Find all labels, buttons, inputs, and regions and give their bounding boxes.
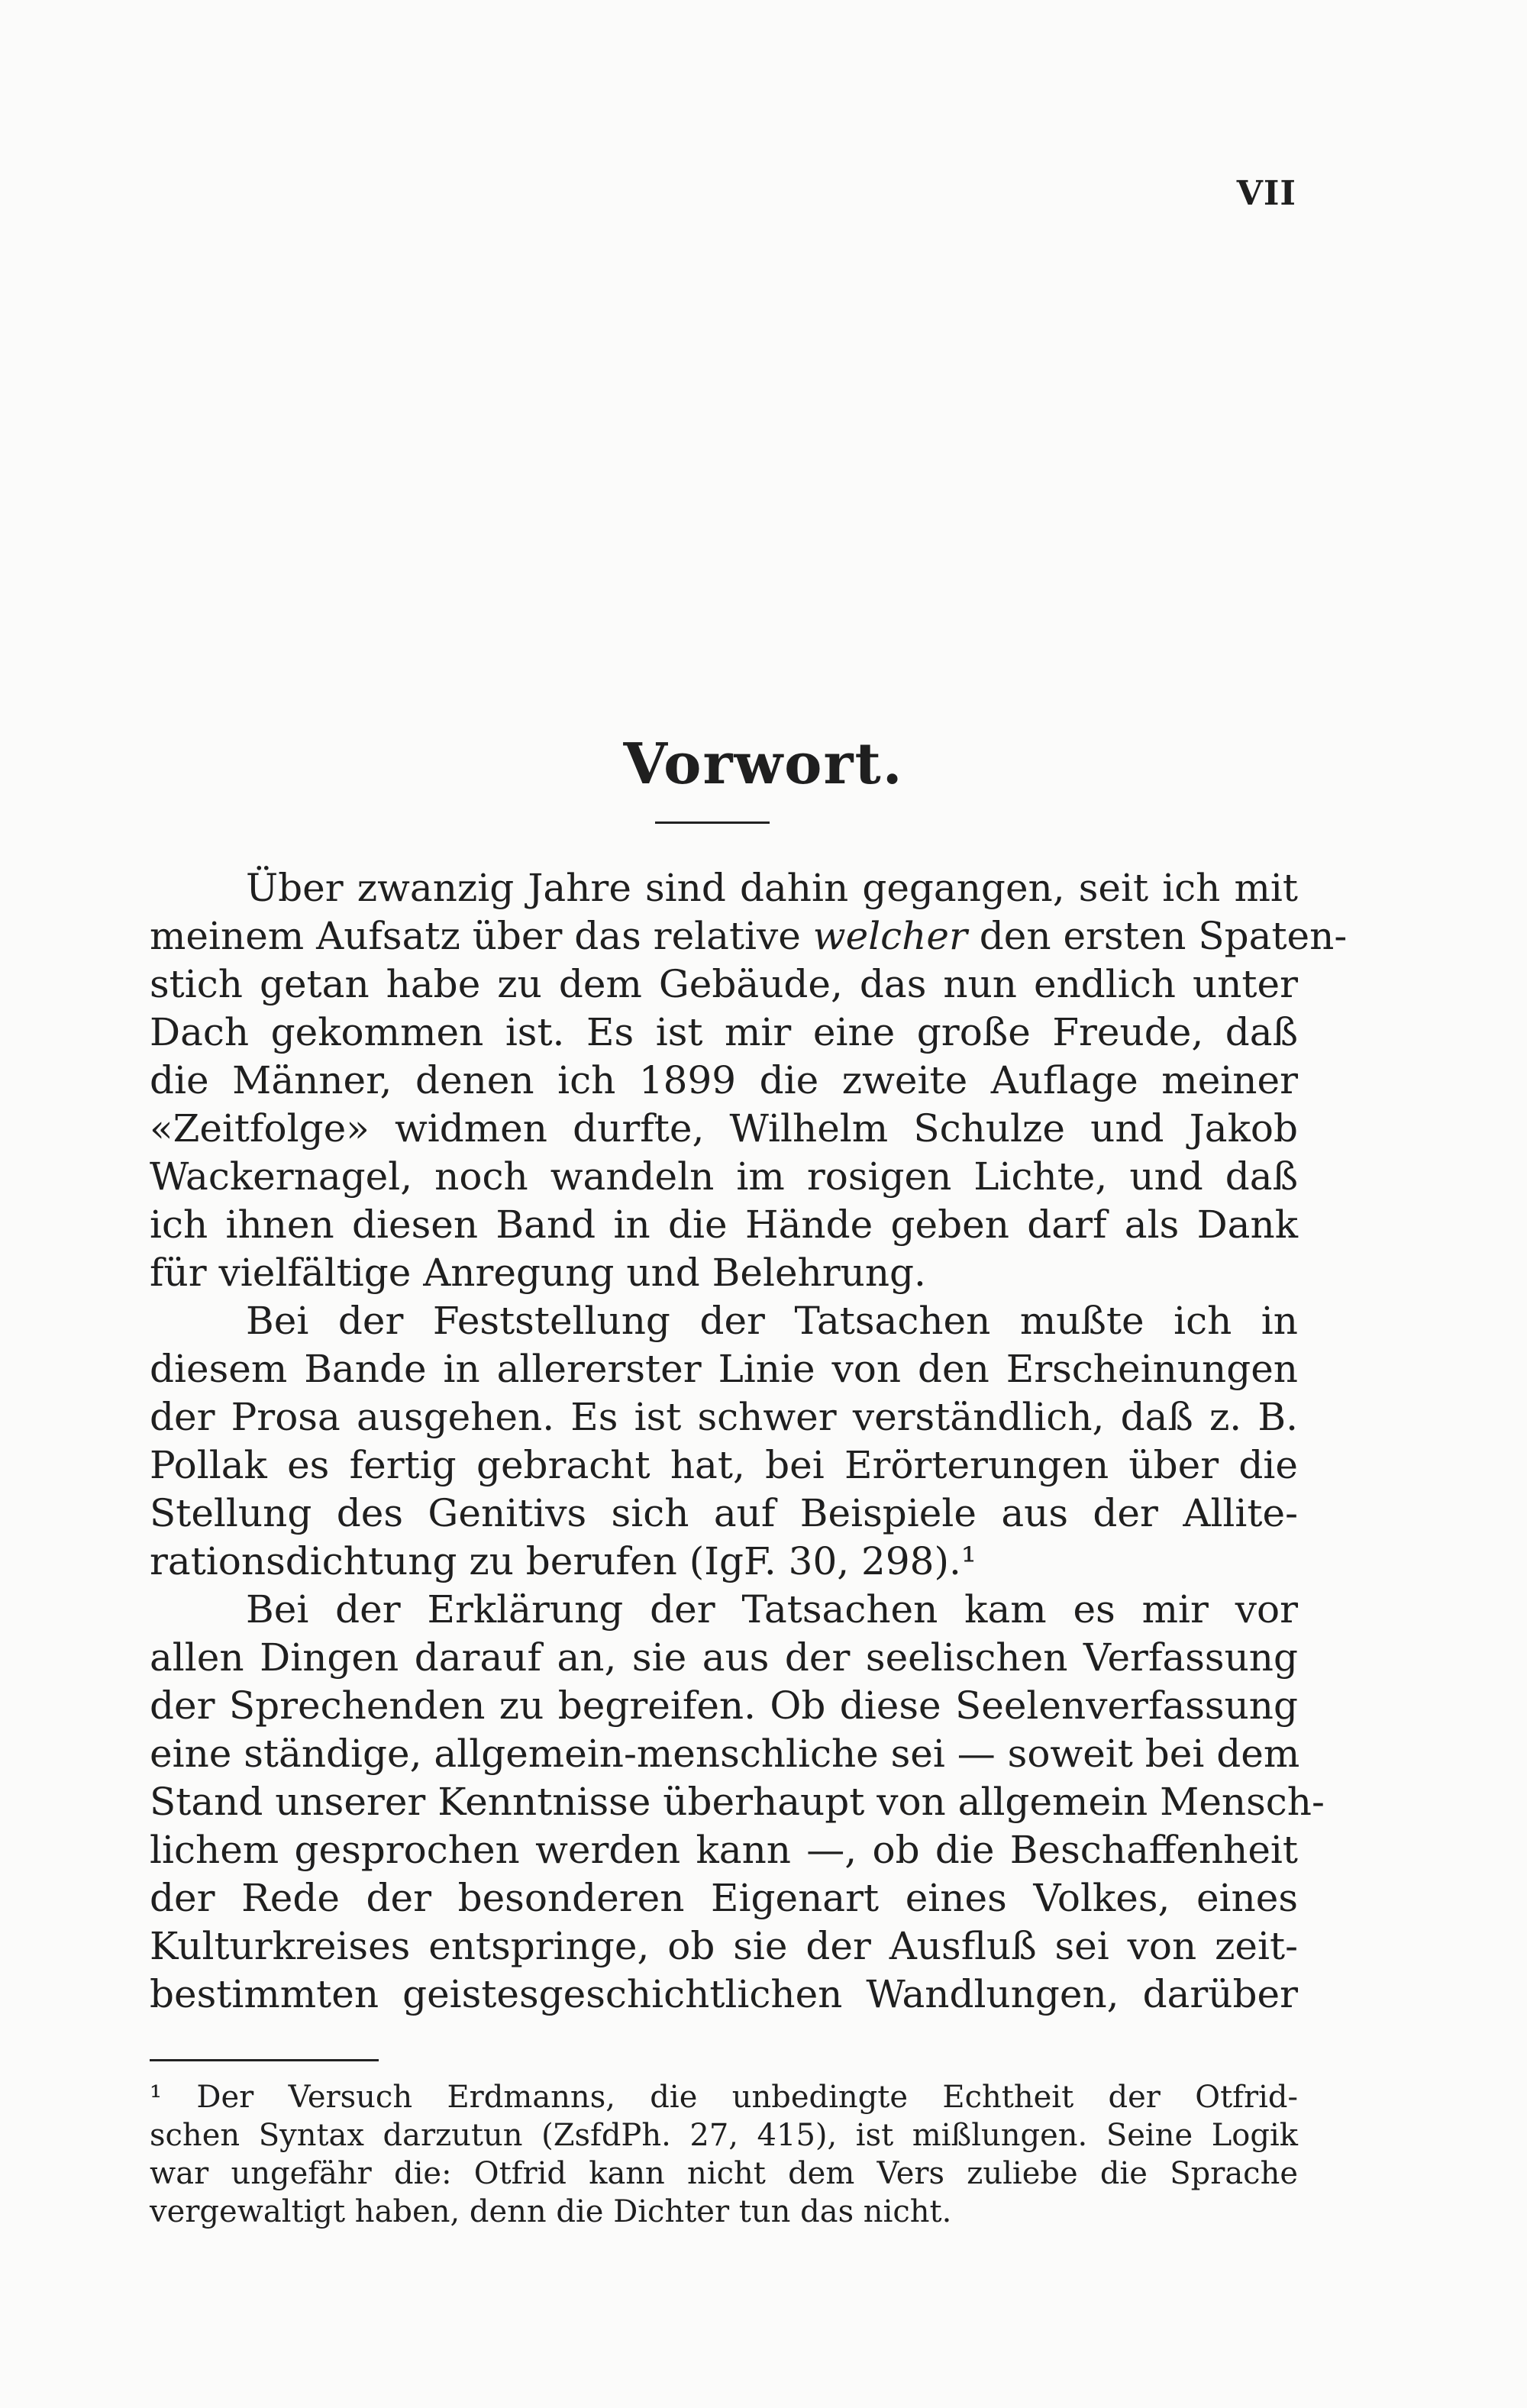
text-line: Bei der Feststellung der Tatsachen mußte ich in [246,1299,1298,1343]
text-line: rationsdichtung zu berufen (IgF. 30, 298).¹ [150,1539,977,1583]
page-title: Vorwort. [623,731,904,797]
text-line: allen Dingen darauf an, sie aus der seelischen Verfassung [150,1635,1298,1680]
text-line: der Rede der besonderen Eigenart eines Volkes, eines [150,1876,1298,1920]
text-line: Stand unserer Kenntnisse überhaupt von allgemein Mensch- [150,1780,1325,1824]
text-line: Dach gekommen ist. Es ist mir eine große Freude, daß [150,1010,1298,1054]
text-line: Über zwanzig Jahre sind dahin gegangen, seit ich mit [246,866,1298,910]
footnote [150,2078,1298,2231]
text-line: Stellung des Genitivs sich auf Beispiele aus der Allite- [150,1491,1298,1535]
text-line: eine ständige, allgemein-menschliche sei — soweit bei dem [150,1732,1300,1776]
text-line: lichem gesprochen werden kann —, ob die Beschaffenheit [150,1828,1298,1872]
emphasized-word: welcher [812,914,967,958]
text-line: ich ihnen diesen Band in die Hände geben darf als Dank [150,1202,1298,1247]
text-line: für vielfältige Anregung und Belehrung. [150,1251,926,1295]
footnote-line: vergewaltigt haben, denn die Dichter tun das nicht. [150,2194,952,2229]
footnote-line: ¹ Der Versuch Erdmanns, die unbedingte Echtheit der Otfrid- [150,2080,1298,2115]
title-rule [655,821,770,824]
text-line: Kulturkreises entspringe, ob sie der Ausfluß sei von zeit- [150,1924,1298,1968]
text-line: der Sprechenden zu begreifen. Ob diese Seelenverfassung [150,1683,1298,1728]
text-line: Pollak es fertig gebracht hat, bei Erörterungen über die [150,1443,1298,1487]
text-line: diesem Bande in allererster Linie von den Erscheinungen [150,1347,1298,1391]
text-line: «Zeitfolge» widmen durfte, Wilhelm Schulze und Jakob [150,1106,1298,1151]
text-line: die Männer, denen ich 1899 die zweite Auflage meiner [150,1058,1298,1102]
body-text [150,864,1348,2019]
text-line: Bei der Erklärung der Tatsachen kam es mir vor [246,1587,1298,1632]
text-line: bestimmten geistesgeschichtlichen Wandlungen, darüber [150,1972,1298,2016]
text-line: der Prosa ausgehen. Es ist schwer verständlich, daß z. B. [150,1395,1298,1439]
footnote-line: schen Syntax darzutun (ZsfdPh. 27, 415), ist mißlungen. Seine Logik [150,2118,1298,2153]
footnote-line: war ungefähr die: Otfrid kann nicht dem Vers zuliebe die Sprache [150,2156,1298,2191]
page-number: VII [1236,174,1296,213]
text-line: Wackernagel, noch wandeln im rosigen Lichte, und daß [150,1154,1298,1199]
text-line: stich getan habe zu dem Gebäude, das nun endlich unter [150,962,1298,1006]
footnote-rule [150,2059,379,2061]
text-line: meinem Aufsatz über das relative welcher den ersten Spaten- [150,914,1348,958]
